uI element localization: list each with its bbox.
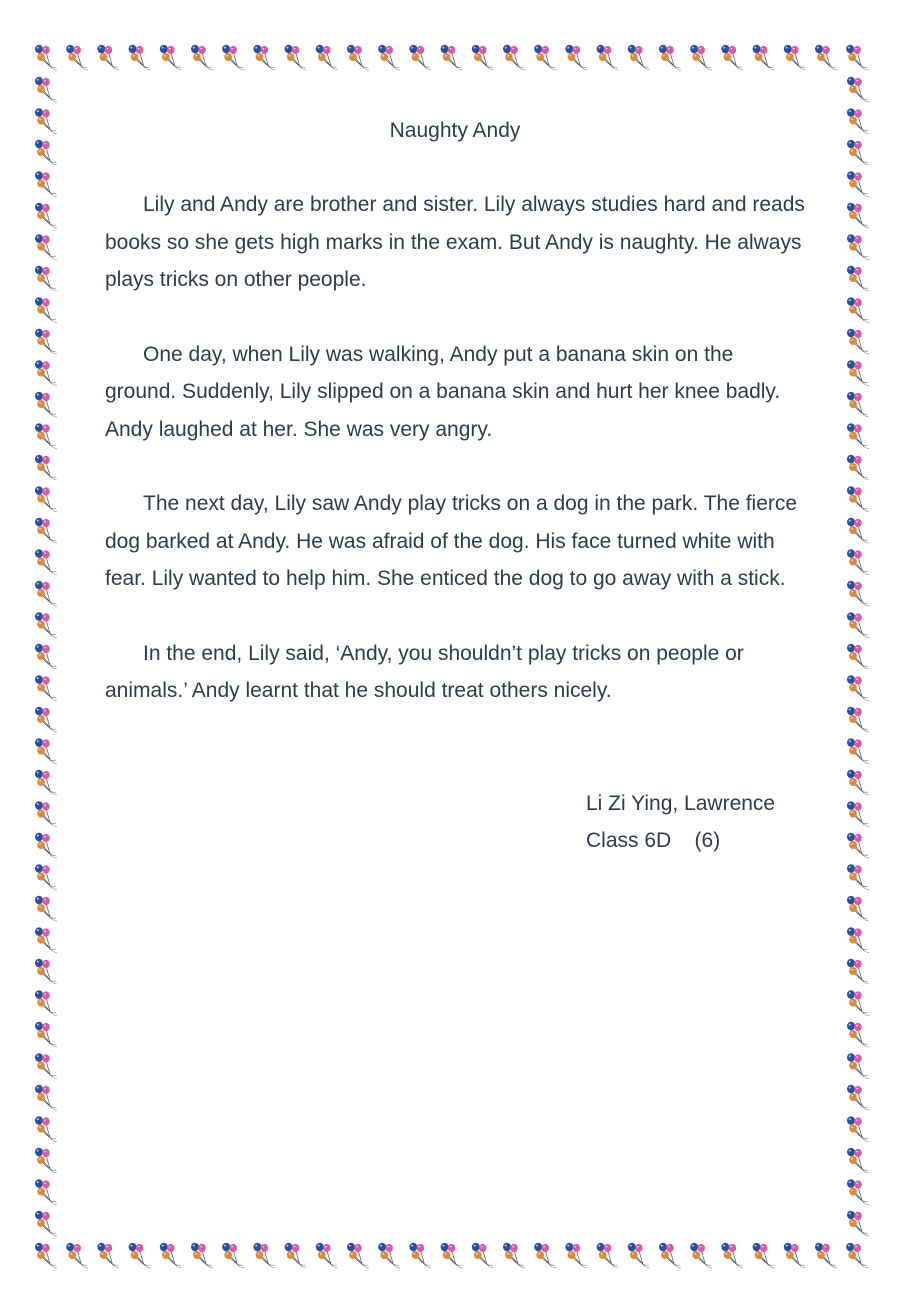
balloon-cluster-icon xyxy=(847,1211,869,1236)
balloon-cluster-icon xyxy=(66,45,88,70)
paragraph-4: In the end, Lily said, ‘Andy, you shouldn’t play tricks on people or animals.’ Andy learnt that he should treat others nicely. xyxy=(105,641,744,702)
balloon-cluster-icon xyxy=(35,140,57,165)
balloon-cluster-icon xyxy=(815,45,837,70)
balloon-cluster-icon xyxy=(35,392,57,417)
balloon-cluster-icon xyxy=(35,203,57,228)
balloon-cluster-icon xyxy=(35,549,57,574)
balloon-cluster-icon xyxy=(815,1243,837,1268)
balloon-cluster-icon xyxy=(721,1243,743,1268)
balloon-cluster-icon xyxy=(35,801,57,826)
balloon-cluster-icon xyxy=(35,329,57,354)
balloon-cluster-icon xyxy=(534,1243,556,1268)
balloon-cluster-icon xyxy=(253,45,275,70)
balloon-cluster-icon xyxy=(753,45,775,70)
border-left xyxy=(35,77,57,1236)
balloon-cluster-icon xyxy=(191,45,213,70)
balloon-cluster-icon xyxy=(347,1243,369,1268)
balloon-cluster-icon xyxy=(659,45,681,70)
balloon-cluster-icon xyxy=(35,1243,57,1268)
balloon-cluster-icon xyxy=(847,486,869,511)
balloon-cluster-icon xyxy=(847,203,869,228)
balloon-cluster-icon xyxy=(35,455,57,480)
balloon-cluster-icon xyxy=(847,171,869,196)
balloon-cluster-icon xyxy=(35,1179,57,1204)
balloon-cluster-icon xyxy=(35,1211,57,1236)
balloon-cluster-icon xyxy=(534,45,556,70)
balloon-cluster-icon xyxy=(847,1148,869,1173)
balloon-cluster-icon xyxy=(35,770,57,795)
balloon-cluster-icon xyxy=(847,140,869,165)
balloon-cluster-icon xyxy=(847,612,869,637)
balloon-cluster-icon xyxy=(160,45,182,70)
balloon-cluster-icon xyxy=(847,707,869,732)
balloon-cluster-icon xyxy=(35,486,57,511)
class-line: Class 6D (6) xyxy=(586,829,721,852)
balloon-cluster-icon xyxy=(35,423,57,448)
balloon-cluster-icon xyxy=(847,896,869,921)
balloon-cluster-icon xyxy=(409,1243,431,1268)
balloon-cluster-icon xyxy=(847,959,869,984)
balloon-cluster-icon xyxy=(285,1243,307,1268)
balloon-cluster-icon xyxy=(503,45,525,70)
balloon-cluster-icon xyxy=(378,1243,400,1268)
balloon-cluster-icon xyxy=(97,45,119,70)
balloon-cluster-icon xyxy=(721,45,743,70)
balloon-cluster-icon xyxy=(847,329,869,354)
balloon-cluster-icon xyxy=(35,738,57,763)
balloon-cluster-icon xyxy=(847,770,869,795)
balloon-cluster-icon xyxy=(847,455,869,480)
balloon-cluster-icon xyxy=(847,1022,869,1047)
balloon-cluster-icon xyxy=(35,959,57,984)
balloon-cluster-icon xyxy=(160,1243,182,1268)
balloon-cluster-icon xyxy=(847,833,869,858)
balloon-cluster-icon xyxy=(472,45,494,70)
balloon-cluster-icon xyxy=(565,45,587,70)
signature-block xyxy=(586,785,775,859)
balloon-cluster-icon xyxy=(222,1243,244,1268)
balloon-cluster-icon xyxy=(35,45,57,70)
balloon-cluster-icon xyxy=(847,927,869,952)
balloon-cluster-icon xyxy=(847,108,869,133)
balloon-cluster-icon xyxy=(35,833,57,858)
balloon-cluster-icon xyxy=(628,1243,650,1268)
balloon-cluster-icon xyxy=(35,518,57,543)
balloon-cluster-icon xyxy=(66,1243,88,1268)
balloon-cluster-icon xyxy=(35,675,57,700)
balloon-cluster-icon xyxy=(35,990,57,1015)
balloon-cluster-icon xyxy=(35,1085,57,1110)
balloon-cluster-icon xyxy=(347,45,369,70)
balloon-cluster-icon xyxy=(847,266,869,291)
balloon-cluster-icon xyxy=(316,45,338,70)
balloon-cluster-icon xyxy=(847,581,869,606)
balloon-cluster-icon xyxy=(784,45,806,70)
balloon-cluster-icon xyxy=(285,45,307,70)
balloon-cluster-icon xyxy=(35,234,57,259)
balloon-cluster-icon xyxy=(129,45,151,70)
balloon-cluster-icon xyxy=(628,45,650,70)
balloon-cluster-icon xyxy=(35,108,57,133)
balloon-cluster-icon xyxy=(472,1243,494,1268)
balloon-cluster-icon xyxy=(847,423,869,448)
balloon-cluster-icon xyxy=(35,1148,57,1173)
balloon-cluster-icon xyxy=(847,864,869,889)
balloon-cluster-icon xyxy=(846,1243,868,1268)
balloon-cluster-icon xyxy=(503,1243,525,1268)
balloon-cluster-icon xyxy=(35,612,57,637)
balloon-cluster-icon xyxy=(35,77,57,102)
balloon-cluster-icon xyxy=(847,990,869,1015)
balloon-cluster-icon xyxy=(847,360,869,385)
essay-title: Naughty Andy xyxy=(389,119,521,142)
balloon-cluster-icon xyxy=(35,1022,57,1047)
balloon-cluster-icon xyxy=(565,1243,587,1268)
balloon-cluster-icon xyxy=(191,1243,213,1268)
balloon-cluster-icon xyxy=(316,1243,338,1268)
balloon-cluster-icon xyxy=(846,45,868,70)
balloon-cluster-icon xyxy=(847,392,869,417)
border-right xyxy=(847,77,869,1236)
balloon-cluster-icon xyxy=(659,1243,681,1268)
balloon-cluster-icon xyxy=(847,1179,869,1204)
balloon-cluster-icon xyxy=(847,675,869,700)
balloon-cluster-icon xyxy=(597,45,619,70)
balloon-cluster-icon xyxy=(784,1243,806,1268)
balloon-cluster-icon xyxy=(35,297,57,322)
balloon-cluster-icon xyxy=(35,581,57,606)
balloon-cluster-icon xyxy=(847,234,869,259)
balloon-cluster-icon xyxy=(378,45,400,70)
balloon-cluster-icon xyxy=(847,549,869,574)
balloon-cluster-icon xyxy=(35,864,57,889)
balloon-cluster-icon xyxy=(129,1243,151,1268)
balloon-cluster-icon xyxy=(35,171,57,196)
border-bottom xyxy=(35,1243,868,1268)
balloon-cluster-icon xyxy=(847,801,869,826)
balloon-cluster-icon xyxy=(35,266,57,291)
balloon-cluster-icon xyxy=(441,1243,463,1268)
paragraph-3: The next day, Lily saw Andy play tricks on a dog in the park. The fierce dog barked at Andy. He was afraid of the dog. His face turned white with fear. Lily wanted to help him. She enticed the dog to go away with a stick. xyxy=(105,492,798,590)
paragraph-1: Lily and Andy are brother and sister. Lily always studies hard and reads books so she gets high marks in the exam. But Andy is naughty. He always plays tricks on other people. xyxy=(105,193,805,291)
border-top xyxy=(35,45,868,70)
balloon-cluster-icon xyxy=(847,738,869,763)
balloon-cluster-icon xyxy=(847,1116,869,1141)
balloon-cluster-icon xyxy=(97,1243,119,1268)
balloon-cluster-icon xyxy=(597,1243,619,1268)
balloon-cluster-icon xyxy=(409,45,431,70)
balloon-cluster-icon xyxy=(441,45,463,70)
balloon-cluster-icon xyxy=(847,1085,869,1110)
balloon-cluster-icon xyxy=(690,1243,712,1268)
author-name: Li Zi Ying, Lawrence xyxy=(586,792,776,815)
balloon-cluster-icon xyxy=(35,1116,57,1141)
balloon-cluster-icon xyxy=(847,297,869,322)
balloon-cluster-icon xyxy=(35,896,57,921)
balloon-cluster-icon xyxy=(847,77,869,102)
balloon-cluster-icon xyxy=(35,1053,57,1078)
balloon-cluster-icon xyxy=(35,360,57,385)
balloon-cluster-icon xyxy=(35,927,57,952)
essay-body xyxy=(105,116,805,747)
balloon-cluster-icon xyxy=(847,1053,869,1078)
balloon-cluster-icon xyxy=(35,644,57,669)
balloon-cluster-icon xyxy=(847,518,869,543)
balloon-cluster-icon xyxy=(222,45,244,70)
balloon-cluster-icon xyxy=(35,707,57,732)
paragraph-2: One day, when Lily was walking, Andy put a banana skin on the ground. Suddenly, Lily slipped on a banana skin and hurt her knee badly. Andy laughed at her. She was very angry. xyxy=(105,342,781,441)
balloon-cluster-icon xyxy=(753,1243,775,1268)
balloon-cluster-icon xyxy=(847,644,869,669)
balloon-cluster-icon xyxy=(690,45,712,70)
balloon-cluster-icon xyxy=(253,1243,275,1268)
